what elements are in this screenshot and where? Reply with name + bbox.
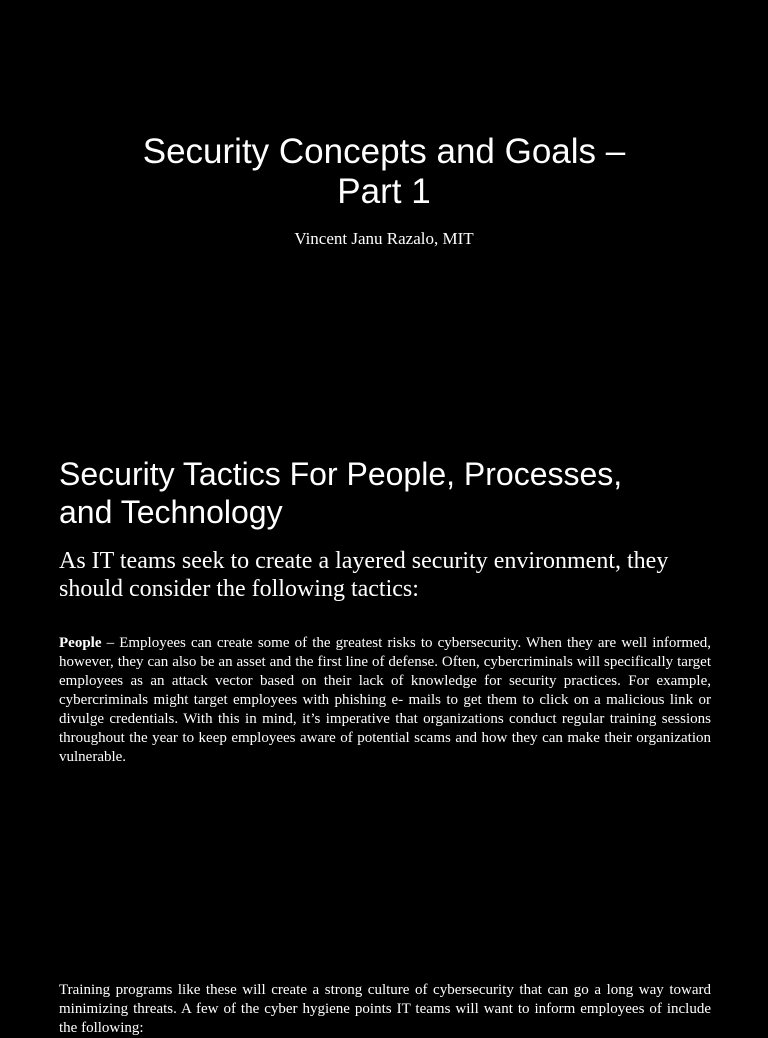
section-heading-line-1: Security Tactics For People, Processes, [59, 456, 623, 492]
people-term: People [59, 635, 102, 651]
slide-title-line-1: Security Concepts and Goals – [142, 132, 626, 171]
intro-text: As IT teams seek to create a layered security environment, they should consider the following tactics: [59, 548, 669, 602]
training-paragraph: Training programs like these will create a strong culture of cybersecurity that can go a long way toward minimizing threats. A few of the cyber hygiene points IT teams will want to inform employees of include the following: [59, 982, 711, 1036]
people-description: – Employees can create some of the greatest risks to cybersecurity. When they are well informed, however, they can also be an asset and the first line of defense. Often, cybercriminals will specifically target employees as an attack vector based on their lack of knowledge for security practices. For example, cybercriminals might target employees with phishing e- mails to get them to click on a malicious link or divulge credentials. With this in mind, it’s imperative that organizations conduct regular training sessions throughout the year to keep employees aware of potential scams and how they can make their organization vulnerable. [59, 635, 711, 765]
section-heading-line-2: and Technology [59, 494, 283, 530]
slide-title [0, 132, 768, 212]
people-paragraph [59, 634, 711, 767]
section-heading [59, 455, 719, 531]
author-name: Vincent Janu Razalo, MIT [294, 229, 474, 248]
slide-title-line-2: Part 1 [337, 172, 431, 211]
